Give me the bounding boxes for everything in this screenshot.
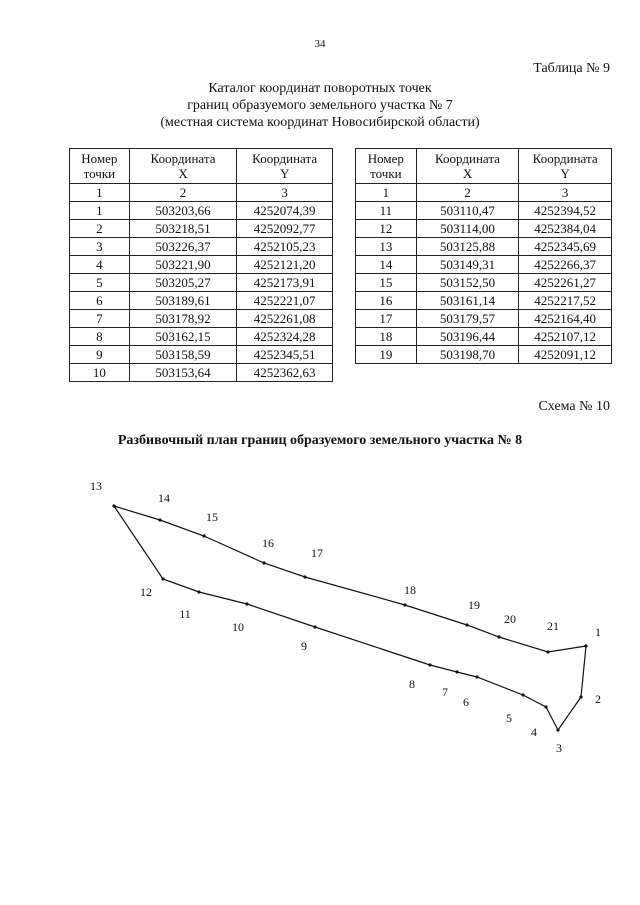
cell-coordinate-x: 503221,90 (129, 256, 237, 274)
cell-point-number: 3 (70, 238, 130, 256)
scheme-label: Схема № 10 (538, 399, 610, 414)
point-label-9: 9 (301, 639, 307, 653)
cell-coordinate-y: 4252164,40 (519, 310, 612, 328)
catalog-title-line-3: (местная система координат Новосибирской области) (160, 115, 480, 130)
cell-coordinate-y: 4252324,28 (237, 328, 333, 346)
point-label-2: 2 (595, 692, 601, 706)
boundary-point-18 (403, 603, 406, 606)
header-point-number: Номер точки (356, 149, 417, 184)
cell-coordinate-y: 4252384,04 (519, 220, 612, 238)
boundary-point-11 (197, 590, 200, 593)
catalog-title-line-1: Каталог координат поворотных точек (208, 81, 432, 96)
point-label-4: 4 (531, 725, 537, 739)
point-label-15: 15 (206, 510, 218, 524)
point-label-13: 13 (90, 479, 102, 493)
boundary-point-9 (313, 625, 316, 628)
cell-point-number: 17 (356, 310, 417, 328)
point-label-7: 7 (442, 685, 448, 699)
cell-coordinate-x: 503153,64 (129, 364, 237, 382)
catalog-title-line-2: границ образуемого земельного участка № 7 (187, 98, 453, 113)
cell-coordinate-y: 4252345,51 (237, 346, 333, 364)
cell-point-number: 1 (70, 202, 130, 220)
boundary-point-19 (465, 623, 468, 626)
boundary-point-15 (202, 534, 205, 537)
cell-coordinate-y: 4252092,77 (237, 220, 333, 238)
point-label-21: 21 (547, 619, 559, 633)
boundary-point-3 (556, 728, 559, 731)
cell-coordinate-y: 4252121,20 (237, 256, 333, 274)
cell-coordinate-y: 4252345,69 (519, 238, 612, 256)
cell-coordinate-x: 503125,88 (416, 238, 519, 256)
cell-coordinate-y: 4252362,63 (237, 364, 333, 382)
boundary-point-7 (455, 670, 458, 673)
header-coordinate-x: Координата X (129, 149, 237, 184)
cell-point-number: 2 (70, 220, 130, 238)
cell-point-number: 14 (356, 256, 417, 274)
cell-point-number: 7 (70, 310, 130, 328)
boundary-point-16 (262, 561, 265, 564)
boundary-point-10 (245, 602, 248, 605)
cell-coordinate-y: 4252107,12 (519, 328, 612, 346)
boundary-point-14 (158, 518, 161, 521)
point-label-18: 18 (404, 583, 416, 597)
boundary-point-12 (161, 577, 164, 580)
point-label-3: 3 (556, 741, 562, 755)
cell-point-number: 10 (70, 364, 130, 382)
cell-point-number: 6 (70, 292, 130, 310)
cell-point-number: 11 (356, 202, 417, 220)
point-label-16: 16 (262, 536, 274, 550)
cell-point-number: 16 (356, 292, 417, 310)
point-label-6: 6 (463, 695, 469, 709)
cell-point-number: 19 (356, 346, 417, 364)
cell-coordinate-x: 503178,92 (129, 310, 237, 328)
boundary-point-8 (428, 663, 431, 666)
header-coordinate-x: Координата X (416, 149, 519, 184)
cell-coordinate-x: 503152,50 (416, 274, 519, 292)
cell-coordinate-x: 503189,61 (129, 292, 237, 310)
cell-coordinate-x: 503162,15 (129, 328, 237, 346)
boundary-point-4 (544, 705, 547, 708)
boundary-point-5 (521, 693, 524, 696)
cell-coordinate-y: 4252091,12 (519, 346, 612, 364)
cell-coordinate-x: 503203,66 (129, 202, 237, 220)
cell-point-number: 12 (356, 220, 417, 238)
cell-coordinate-y: 4252394,52 (519, 202, 612, 220)
page-number: 34 (314, 38, 326, 50)
cell-coordinate-x: 503218,51 (129, 220, 237, 238)
point-label-12: 12 (140, 585, 152, 599)
cell-coordinate-x: 503196,44 (416, 328, 519, 346)
point-label-19: 19 (468, 598, 480, 612)
boundary-point-13 (112, 504, 115, 507)
cell-coordinate-y: 4252173,91 (237, 274, 333, 292)
cell-point-number: 18 (356, 328, 417, 346)
point-label-14: 14 (158, 491, 170, 505)
header-point-number: Номер точки (70, 149, 130, 184)
header-coordinate-y: Координата Y (237, 149, 333, 184)
boundary-point-21 (546, 650, 549, 653)
cell-coordinate-x: 503158,59 (129, 346, 237, 364)
cell-coordinate-y: 4252261,27 (519, 274, 612, 292)
boundary-point-17 (303, 575, 306, 578)
point-label-5: 5 (506, 711, 512, 725)
table-label: Таблица № 9 (533, 61, 610, 76)
point-label-11: 11 (179, 607, 191, 621)
point-label-10: 10 (232, 620, 244, 634)
cell-coordinate-y: 4252266,37 (519, 256, 612, 274)
cell-coordinate-y: 4252261,08 (237, 310, 333, 328)
boundary-point-1 (584, 644, 587, 647)
cell-point-number: 9 (70, 346, 130, 364)
cell-point-number: 5 (70, 274, 130, 292)
cell-coordinate-y: 4252221,07 (237, 292, 333, 310)
cell-coordinate-x: 503198,70 (416, 346, 519, 364)
cell-coordinate-y: 4252074,39 (237, 202, 333, 220)
boundary-point-2 (579, 695, 582, 698)
point-label-17: 17 (311, 546, 323, 560)
cell-coordinate-x: 503110,47 (416, 202, 519, 220)
cell-coordinate-y: 4252217,52 (519, 292, 612, 310)
boundary-point-6 (475, 675, 478, 678)
cell-coordinate-x: 503161,14 (416, 292, 519, 310)
cell-coordinate-x: 503179,57 (416, 310, 519, 328)
cell-coordinate-x: 503114,00 (416, 220, 519, 238)
plan-title: Разбивочный план границ образуемого земельного участка № 8 (117, 433, 523, 448)
cell-coordinate-x: 503226,37 (129, 238, 237, 256)
column-index-row: 1 2 3 (70, 184, 333, 202)
column-index-row: 1 2 3 (356, 184, 612, 202)
cell-coordinate-x: 503205,27 (129, 274, 237, 292)
point-label-1: 1 (595, 625, 601, 639)
cell-coordinate-y: 4252105,23 (237, 238, 333, 256)
header-coordinate-y: Координата Y (519, 149, 612, 184)
boundary-point-20 (497, 635, 500, 638)
cell-coordinate-x: 503149,31 (416, 256, 519, 274)
point-label-8: 8 (409, 677, 415, 691)
cell-point-number: 8 (70, 328, 130, 346)
cell-point-number: 13 (356, 238, 417, 256)
cell-point-number: 4 (70, 256, 130, 274)
cell-point-number: 15 (356, 274, 417, 292)
point-label-20: 20 (504, 612, 516, 626)
